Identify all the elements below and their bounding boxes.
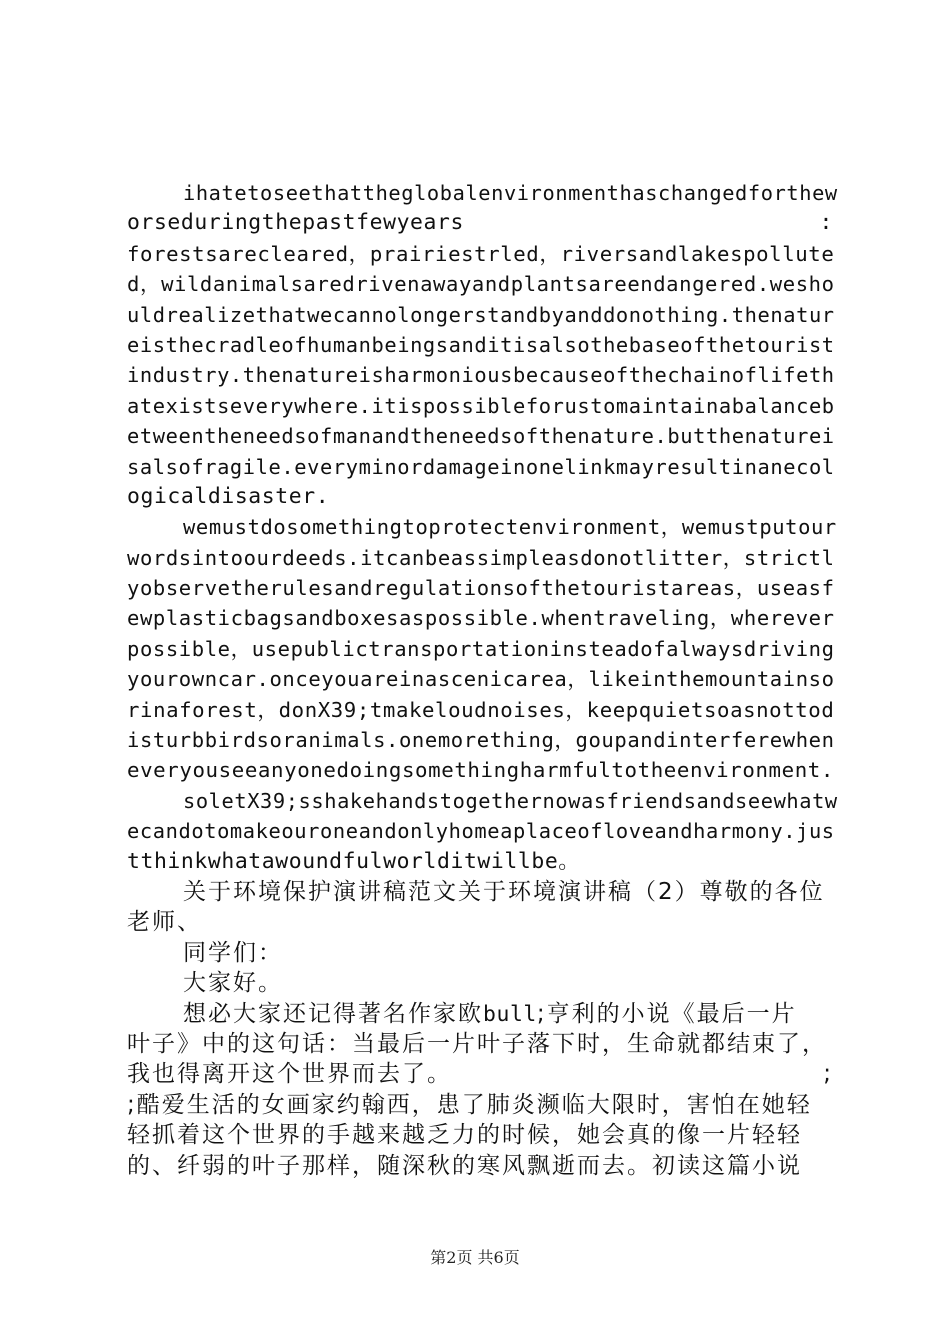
text-line: eisthecradleofhumanbeingsanditisalsothebaseofthetourist [127, 332, 835, 357]
text-line: salsofragile.everyminordamageinonelinkmayresultinanecol [127, 454, 835, 479]
text-segment: 想必大家还记得著名作家欧 [183, 1000, 483, 1027]
text-line: 老师、 [127, 909, 202, 936]
text-line: isturbbirdsoranimals.onemorething，goupandinterferewhen [127, 728, 835, 753]
page-number: 第2页 共6页 [430, 1248, 520, 1267]
text-line: soletX39;sshakehandstogethernowasfriendsandseewhatw [183, 788, 838, 813]
text-segment: bull [483, 1001, 537, 1027]
text-line: 大家好。 [183, 970, 283, 997]
text-segment: orseduringthepastfewyears [127, 210, 464, 236]
text-line: ecandotomakeouroneandonlyhomeaplaceofloveandharmony.jus [127, 819, 835, 844]
text-line [127, 208, 833, 238]
text-line: rinaforest，donX39;tmakeloudnoises，keepquietsoasnottod [127, 697, 835, 722]
text-line: possible，usepublictransportationinsteadofalwaysdriving [127, 636, 835, 661]
text-line: forestsarecleared，prairiestrled，riversandlakespollute [127, 241, 835, 266]
text-line: yourowncar.onceyouareinascenicarea，likeinthemountainso [127, 667, 835, 692]
text-segment: : [819, 210, 833, 236]
text-line: everyouseeanyonedoingsomethingharmfultotheenvironment. [127, 758, 834, 783]
text-segment: ; [823, 1061, 833, 1088]
text-line: etweentheneedsofmanandtheneedsofthenature.butthenaturei [127, 424, 835, 449]
text-line: 的、纤弱的叶子那样，随深秋的寒风飘逝而去。初读这篇小说 [127, 1152, 802, 1179]
text-segment: ;亨利的小说《最后一片 [536, 1000, 797, 1027]
text-line: uldrealizethatwecannolongerstandbyanddonothing.thenatur [127, 302, 835, 327]
text-line: ogicaldisaster. [127, 483, 330, 509]
text-line [127, 999, 833, 1029]
body-text [127, 178, 838, 1181]
text-line: industry.thenatureisharmoniousbecauseofthechainoflifeth [127, 363, 835, 388]
text-line: tthinkwhatawoundfulworlditwillbe。 [127, 848, 581, 874]
text-line: 轻抓着这个世界的手越来越乏力的时候，她会真的像一片轻轻 [127, 1122, 802, 1149]
text-segment: 我也得离开这个世界而去了。 [127, 1061, 452, 1088]
text-line: wordsintoourdeeds.itcanbeassimpleasdonotlitter，strictl [127, 545, 835, 570]
text-line: ihatetoseethattheglobalenvironmenthaschangedforthew [183, 181, 838, 205]
text-line [127, 1059, 833, 1089]
text-line: 叶子》中的这句话：当最后一片叶子落下时，生命就都结束了， [127, 1030, 827, 1057]
text-line: atexistseverywhere.itispossibleforustomaintainabalanceb [127, 393, 835, 418]
page-footer [0, 1245, 950, 1268]
text-line: 同学们： [183, 939, 283, 966]
text-line: wemustdosomethingtoprotectenvironment，wemustputour [183, 515, 837, 540]
text-line: 关于环境保护演讲稿范文关于环境演讲稿（2）尊敬的各位 [183, 878, 825, 905]
text-line: ;酷爱生活的女画家约翰西，患了肺炎濒临大限时，害怕在她轻 [127, 1091, 812, 1118]
text-line: d，wildanimalsaredrivenawayandplantsareendangered.wesho [127, 272, 835, 297]
text-line: ewplasticbagsandboxesaspossible.whentraveling，wherever [127, 606, 835, 631]
text-line: yobservetherulesandregulationsofthetouristareas，useasf [127, 576, 835, 601]
